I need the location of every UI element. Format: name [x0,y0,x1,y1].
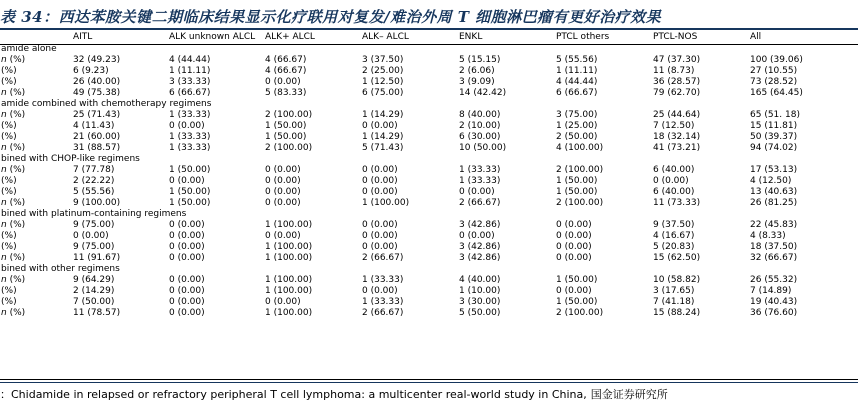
table-row [0,66,858,77]
group-row [0,264,858,275]
table-cell: 2 (25.00) [362,66,404,76]
row-label: (%) [1,187,17,197]
n-symbol: n [1,110,7,120]
table-cell: 1 (50.00) [556,275,598,285]
table-cell: 7 (12.50) [653,121,695,131]
table-cell: 3 (42.86) [459,242,501,252]
table-cell: 0 (0.00) [169,297,205,307]
table-row [0,253,858,264]
table-cell: 0 (0.00) [556,286,592,296]
table-cell: 0 (0.00) [459,187,495,197]
row-label: (%) [1,121,17,131]
table-cell: 2 (14.29) [73,286,115,296]
row-label: (%) [1,286,17,296]
row-label: n (%) [1,275,26,285]
n-symbol: n [1,143,7,153]
table-cell: 36 (28.57) [653,77,701,87]
table-cell: 1 (100.00) [265,275,313,285]
table-cell: 0 (0.00) [169,242,205,252]
table-cell: 4 (66.67) [265,55,307,65]
table-cell: 3 (42.86) [459,253,501,263]
table-cell: 65 (51. 18) [750,110,800,120]
table-cell: 1 (10.00) [459,286,501,296]
row-label: n (%) [1,110,26,120]
table-cell: 17 (53.13) [750,165,798,175]
n-symbol: n [1,55,7,65]
table-cell: 1 (50.00) [556,187,598,197]
table-cell: 2 (100.00) [265,110,313,120]
table-cell: 0 (0.00) [169,121,205,131]
group-row [0,154,858,165]
table-cell: 2 (10.00) [459,121,501,131]
table-row [0,286,858,297]
table-row [0,187,858,198]
group-row [0,209,858,220]
table-cell: 4 (8.33) [750,231,786,241]
n-symbol: n [1,198,7,208]
table-cell: 0 (0.00) [265,231,301,241]
source-citation: ：Chidamide in relapsed or refractory peripheral T cell lymphoma: a multicenter real-world study in China, [0,388,587,401]
table-row [0,231,858,242]
table-cell: 26 (40.00) [73,77,121,87]
table-cell: 1 (33.33) [362,275,404,285]
table-cell: 6 (30.00) [459,132,501,142]
table-cell: 0 (0.00) [265,187,301,197]
table-cell: 4 (100.00) [556,143,604,153]
row-label: n (%) [1,198,26,208]
table-cell: 1 (33.33) [169,143,211,153]
table-cell: 49 (75.38) [73,88,121,98]
n-symbol: n [1,88,7,98]
table-cell: 0 (0.00) [362,187,398,197]
table-cell: 15 (11.81) [750,121,798,131]
group-label: bined with other regimens [1,264,120,274]
table-cell: 1 (50.00) [265,132,307,142]
table-cell: 6 (75.00) [362,88,404,98]
table-cell: 1 (50.00) [265,121,307,131]
row-label: n (%) [1,88,26,98]
table-cell: 1 (100.00) [265,286,313,296]
table-cell: 1 (33.33) [362,297,404,307]
table-cell: 100 (39.06) [750,55,803,65]
table-cell: 1 (33.33) [169,132,211,142]
table-cell: 165 (64.45) [750,88,803,98]
table-cell: 15 (88.24) [653,308,701,318]
table-cell: 3 (17.65) [653,286,695,296]
table-row [0,176,858,187]
table-cell: 26 (81.25) [750,198,798,208]
table-cell: 32 (49.23) [73,55,121,65]
row-label: n (%) [1,143,26,153]
table-cell: 7 (50.00) [73,297,115,307]
table-cell: 11 (8.73) [653,66,695,76]
table-cell: 1 (100.00) [265,253,313,263]
table-cell: 1 (25.00) [556,121,598,131]
row-label: (%) [1,242,17,252]
row-label: n (%) [1,308,26,318]
table-cell: 15 (62.50) [653,253,701,263]
group-label: bined with platinum-containing regimens [1,209,187,219]
table-row [0,121,858,132]
table-cell: 2 (100.00) [556,198,604,208]
table-cell: 0 (0.00) [169,275,205,285]
table-title: 表 34：西达苯胺关键二期临床结果显示化疗联用对复发/难治外周 T 细胞淋巴瘤有更好治疗效果 [0,8,662,26]
n-symbol: n [1,165,7,175]
group-row [0,44,858,55]
table-cell: 1 (50.00) [169,165,211,175]
table-cell: 41 (73.21) [653,143,701,153]
table-cell: 11 (91.67) [73,253,121,263]
table-row [0,297,858,308]
table-row [0,275,858,286]
table-cell: 36 (76.60) [750,308,798,318]
table-cell: 50 (39.37) [750,132,798,142]
table-row [0,220,858,231]
n-symbol: n [1,220,7,230]
table-cell: 0 (0.00) [265,176,301,186]
table-cell: 9 (75.00) [73,220,115,230]
table-cell: 0 (0.00) [169,176,205,186]
column-header [0,30,72,44]
row-label: (%) [1,297,17,307]
table-cell: 3 (30.00) [459,297,501,307]
table-cell: 9 (100.00) [73,198,121,208]
table-cell: 1 (11.11) [169,66,211,76]
table-cell: 3 (75.00) [556,110,598,120]
table-cell: 32 (66.67) [750,253,798,263]
table-cell: 0 (0.00) [265,77,301,87]
table-cell: 11 (78.57) [73,308,121,318]
table-cell: 3 (42.86) [459,220,501,230]
table-cell: 4 (44.44) [169,55,211,65]
table-cell: 6 (66.67) [169,88,211,98]
source-org: 国金证券研究所 [590,388,668,401]
table-cell: 18 (32.14) [653,132,701,142]
table-cell: 1 (14.29) [362,110,404,120]
table-header-row [0,30,858,44]
table-cell: 5 (55.56) [73,187,115,197]
table-cell: 4 (66.67) [265,66,307,76]
table-cell: 0 (0.00) [169,231,205,241]
table-cell: 5 (55.56) [556,55,598,65]
table-cell: 0 (0.00) [362,165,398,175]
table-cell: 4 (44.44) [556,77,598,87]
table-cell: 10 (50.00) [459,143,507,153]
table-cell: 10 (58.82) [653,275,701,285]
table-cell: 25 (71.43) [73,110,121,120]
table-cell: 14 (42.42) [459,88,507,98]
table-cell: 1 (100.00) [265,308,313,318]
column-header: PTCL others [556,31,610,42]
table-cell: 4 (16.67) [653,231,695,241]
table-cell: 25 (44.64) [653,110,701,120]
n-symbol: n [1,275,7,285]
table-cell: 31 (88.57) [73,143,121,153]
table-cell: 1 (14.29) [362,132,404,142]
table-row [0,308,858,319]
table-cell: 7 (41.18) [653,297,695,307]
row-label: (%) [1,132,17,142]
table-cell: 7 (77.78) [73,165,115,175]
table-row [0,88,858,99]
table-cell: 1 (100.00) [265,220,313,230]
table-cell: 2 (100.00) [556,308,604,318]
column-header: ALK unknown ALCL [169,31,256,42]
table-cell: 1 (33.33) [169,110,211,120]
column-header: AITL [73,31,93,42]
bottom-rule [0,379,858,380]
table-cell: 0 (0.00) [556,253,592,263]
table-cell: 6 (40.00) [653,165,695,175]
table-cell: 0 (0.00) [169,220,205,230]
row-label: n (%) [1,165,26,175]
row-label: n (%) [1,55,26,65]
table-cell: 5 (15.15) [459,55,501,65]
table-cell: 2 (50.00) [556,132,598,142]
table-cell: 0 (0.00) [169,308,205,318]
table-row [0,132,858,143]
table-cell: 1 (50.00) [556,176,598,186]
table-cell: 9 (75.00) [73,242,115,252]
table-cell: 5 (83.33) [265,88,307,98]
table-cell: 13 (40.63) [750,187,798,197]
table-cell: 2 (66.67) [362,253,404,263]
table-cell: 6 (66.67) [556,88,598,98]
table-cell: 2 (66.67) [459,198,501,208]
row-label: (%) [1,176,17,186]
table-cell: 0 (0.00) [169,253,205,263]
table-cell: 0 (0.00) [265,165,301,175]
table-cell: 0 (0.00) [73,231,109,241]
table-cell: 0 (0.00) [265,297,301,307]
table-cell: 22 (45.83) [750,220,798,230]
table-cell: 2 (100.00) [556,165,604,175]
table-cell: 2 (6.06) [459,66,495,76]
table-cell: 4 (11.43) [73,121,115,131]
table-cell: 2 (22.22) [73,176,115,186]
table-cell: 2 (100.00) [265,143,313,153]
column-header: PTCL-NOS [653,31,698,42]
row-label: (%) [1,77,17,87]
group-label: amide alone [1,44,57,54]
table-row [0,242,858,253]
table-cell: 73 (28.52) [750,77,798,87]
n-symbol: n [1,253,7,263]
table-cell: 0 (0.00) [362,286,398,296]
row-label: n (%) [1,253,26,263]
table-cell: 27 (10.55) [750,66,798,76]
table-cell: 9 (37.50) [653,220,695,230]
table-cell: 3 (33.33) [169,77,211,87]
table-cell: 79 (62.70) [653,88,701,98]
table-cell: 2 (66.67) [362,308,404,318]
table-cell: 0 (0.00) [653,176,689,186]
table-cell: 6 (40.00) [653,187,695,197]
table-cell: 1 (33.33) [459,176,501,186]
table-cell: 18 (37.50) [750,242,798,252]
table-cell: 9 (64.29) [73,275,115,285]
row-label: (%) [1,66,17,76]
group-label: amide combined with chemotherapy regimens [1,99,212,109]
table-cell: 0 (0.00) [362,231,398,241]
column-header: ALK– ALCL [362,31,409,42]
table-cell: 3 (9.09) [459,77,495,87]
table-row [0,77,858,88]
table-cell: 1 (100.00) [265,242,313,252]
n-symbol: n [1,308,7,318]
table-row [0,198,858,209]
table-cell: 7 (14.89) [750,286,792,296]
group-label: bined with CHOP-like regimens [1,154,140,164]
row-label: n (%) [1,220,26,230]
group-row [0,99,858,110]
table-cell: 1 (11.11) [556,66,598,76]
table-cell: 1 (50.00) [556,297,598,307]
source-note [0,386,668,402]
results-table [0,30,858,319]
table-cell: 4 (40.00) [459,275,501,285]
table-cell: 0 (0.00) [362,121,398,131]
table-cell: 8 (40.00) [459,110,501,120]
table-cell: 94 (74.02) [750,143,798,153]
row-label: (%) [1,231,17,241]
table-cell: 11 (73.33) [653,198,701,208]
table-cell: 1 (100.00) [362,198,410,208]
table-cell: 1 (50.00) [169,198,211,208]
table-cell: 21 (60.00) [73,132,121,142]
column-header: ALK+ ALCL [265,31,315,42]
table-cell: 0 (0.00) [362,220,398,230]
table-cell: 0 (0.00) [459,231,495,241]
table-cell: 26 (55.32) [750,275,798,285]
table-row [0,110,858,121]
table-cell: 5 (50.00) [459,308,501,318]
table-cell: 1 (50.00) [169,187,211,197]
column-header: All [750,31,762,42]
table-row [0,143,858,154]
table-cell: 47 (37.30) [653,55,701,65]
table-cell: 6 (9.23) [73,66,109,76]
table-cell: 0 (0.00) [556,231,592,241]
table-cell: 0 (0.00) [556,242,592,252]
table-cell: 3 (37.50) [362,55,404,65]
table-cell: 0 (0.00) [362,176,398,186]
table-cell: 0 (0.00) [265,198,301,208]
table-cell: 1 (33.33) [459,165,501,175]
table-cell: 0 (0.00) [362,242,398,252]
table-cell: 1 (12.50) [362,77,404,87]
table-cell: 5 (71.43) [362,143,404,153]
header-rule [0,44,858,45]
column-header: ENKL [459,31,483,42]
table-cell: 0 (0.00) [169,286,205,296]
table-row [0,165,858,176]
table-cell: 0 (0.00) [556,220,592,230]
table-row [0,55,858,66]
table-cell: 19 (40.43) [750,297,798,307]
table-cell: 4 (12.50) [750,176,792,186]
table-cell: 5 (20.83) [653,242,695,252]
source-rule [0,382,858,383]
